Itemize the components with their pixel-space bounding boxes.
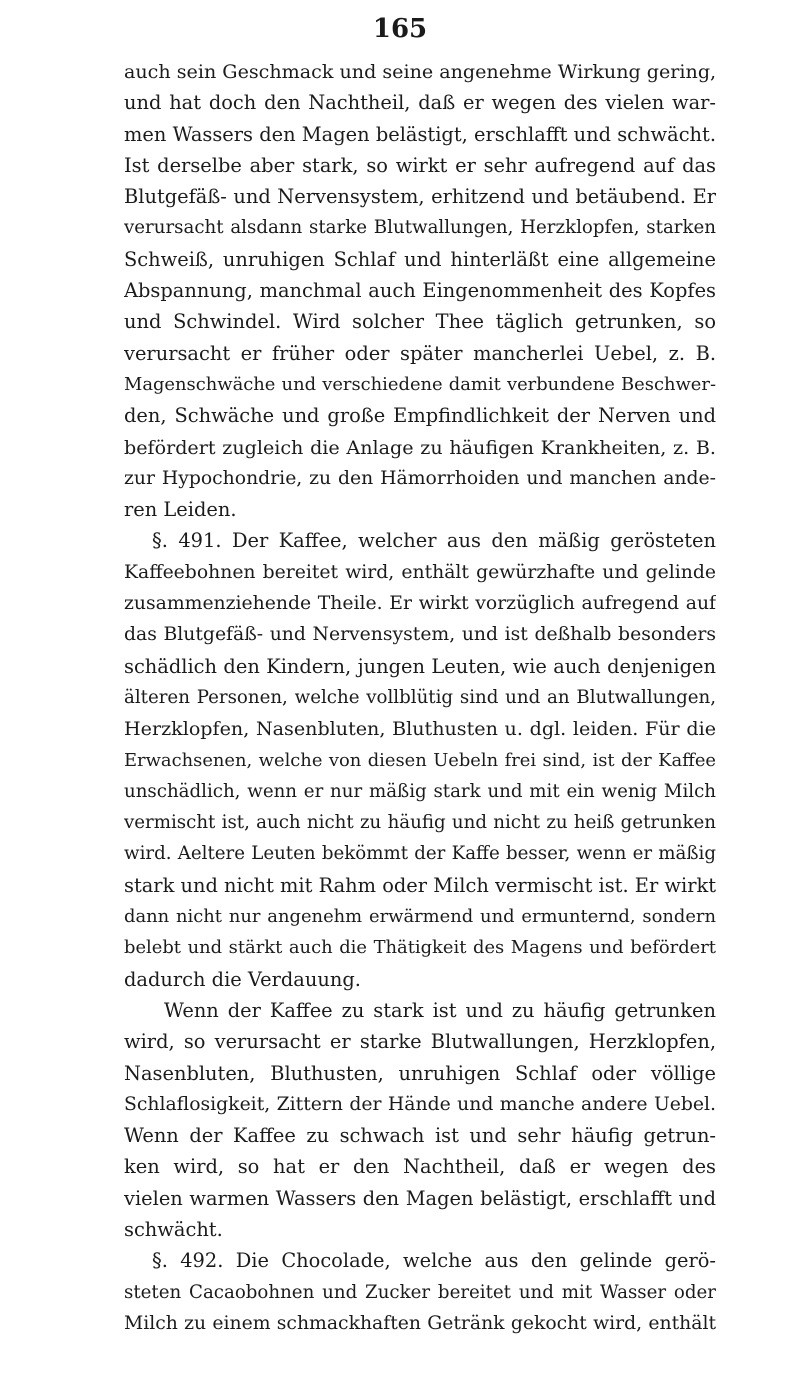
text-line: verursacht er früher oder später mancherlei Uebel, z. B. bbox=[124, 341, 716, 365]
text-line: Milch zu einem schmackhaften Getränk gekocht wird, enthält bbox=[124, 1312, 716, 1334]
text-line: das Blutgefäß- und Nervensystem, und ist deßhalb besonders bbox=[124, 624, 716, 646]
text-line: auch sein Geschmack und seine angenehme Wirkung gering, bbox=[124, 60, 716, 83]
text-line: ren Leiden. bbox=[124, 498, 237, 522]
text-line: befördert zugleich die Anlage zu häufigen Krankheiten, z. B. bbox=[124, 435, 716, 459]
text-line: Wenn der Kaffee zu schwach ist und sehr häufig getrun- bbox=[124, 1124, 716, 1148]
text-line: Ist derselbe aber stark, so wirkt er sehr aufregend auf das bbox=[124, 153, 716, 177]
text-line: zusammenziehende Theile. Er wirkt vorzüglich aufregend auf bbox=[124, 593, 716, 615]
text-line: steten Cacaobohnen und Zucker bereitet und mit Wasser oder bbox=[124, 1281, 716, 1303]
section-491-heading-line: §. 491. Der Kaffee, welcher aus den mäßig gerösteten bbox=[152, 529, 716, 553]
text-line: Herzklopfen, Nasenbluten, Bluthusten u. dgl. leiden. Für die bbox=[124, 717, 716, 741]
text-line: unschädlich, wenn er nur mäßig stark und mit ein wenig Milch bbox=[124, 780, 716, 802]
text-line: Schlaflosigkeit, Zittern der Hände und manche andere Uebel. bbox=[124, 1093, 716, 1115]
text-line: Kaffeebohnen bereitet wird, enthält gewürzhafte und gelinde bbox=[124, 561, 716, 583]
text-line: wird. Aeltere Leuten bekömmt der Kaffe besser, wenn er mäßig bbox=[124, 843, 716, 865]
text-line: men Wassers den Magen belästigt, erschlafft und schwächt. bbox=[124, 122, 716, 146]
text-line: Blutgefäß- und Nervensystem, erhitzend und betäubend. Er bbox=[124, 185, 716, 209]
body-text bbox=[124, 56, 716, 1339]
text-line: ken wird, so hat er den Nachtheil, daß er wegen des bbox=[124, 1155, 716, 1179]
paragraph-start-line: Wenn der Kaffee zu stark ist und zu häufig getrunken bbox=[164, 998, 716, 1022]
text-line: Erwachsenen, welche von diesen Uebeln frei sind, ist der Kaffee bbox=[124, 749, 716, 771]
text-line: Nasenbluten, Bluthusten, unruhigen Schlaf oder völlige bbox=[124, 1061, 716, 1085]
section-492-heading-line: §. 492. Die Chocolade, welche aus den gelinde gerö- bbox=[152, 1249, 716, 1273]
text-line: älteren Personen, welche vollblütig sind und an Blutwallungen, bbox=[124, 686, 716, 708]
text-line: vermischt ist, auch nicht zu häufig und nicht zu heiß getrunken bbox=[124, 812, 716, 834]
text-line: Magenschwäche und verschiedene damit verbundene Beschwer- bbox=[124, 373, 716, 395]
text-line: stark und nicht mit Rahm oder Milch vermischt ist. Er wirkt bbox=[124, 873, 716, 897]
page-number: 165 bbox=[372, 14, 428, 44]
text-line: schädlich den Kindern, jungen Leuten, wie auch denjenigen bbox=[124, 654, 716, 678]
text-line: vielen warmen Wassers den Magen belästigt, erschlafft und bbox=[124, 1186, 716, 1210]
text-line: verursacht alsdann starke Blutwallungen, Herzklopfen, starken bbox=[124, 217, 716, 239]
text-line: dadurch die Verdauung. bbox=[124, 967, 361, 991]
text-line: zur Hypochondrie, zu den Hämorrhoiden und manchen ande- bbox=[124, 467, 716, 489]
text-line: und Schwindel. Wird solcher Thee täglich getrunken, so bbox=[124, 310, 716, 334]
text-line: belebt und stärkt auch die Thätigkeit des Magens und befördert bbox=[124, 937, 716, 959]
text-line: dann nicht nur angenehm erwärmend und ermunternd, sondern bbox=[124, 906, 716, 928]
text-line: den, Schwäche und große Empfindlichkeit der Nerven und bbox=[124, 404, 716, 428]
text-line: Abspannung, manchmal auch Eingenommenheit des Kopfes bbox=[124, 279, 716, 303]
text-line: wird, so verursacht er starke Blutwallungen, Herzklopfen, bbox=[124, 1030, 716, 1054]
text-line: Schweiß, unruhigen Schlaf und hinterläßt eine allgemeine bbox=[124, 247, 716, 271]
text-line: schwächt. bbox=[124, 1217, 223, 1241]
text-line: und hat doch den Nachtheil, daß er wegen des vielen war- bbox=[124, 91, 716, 115]
